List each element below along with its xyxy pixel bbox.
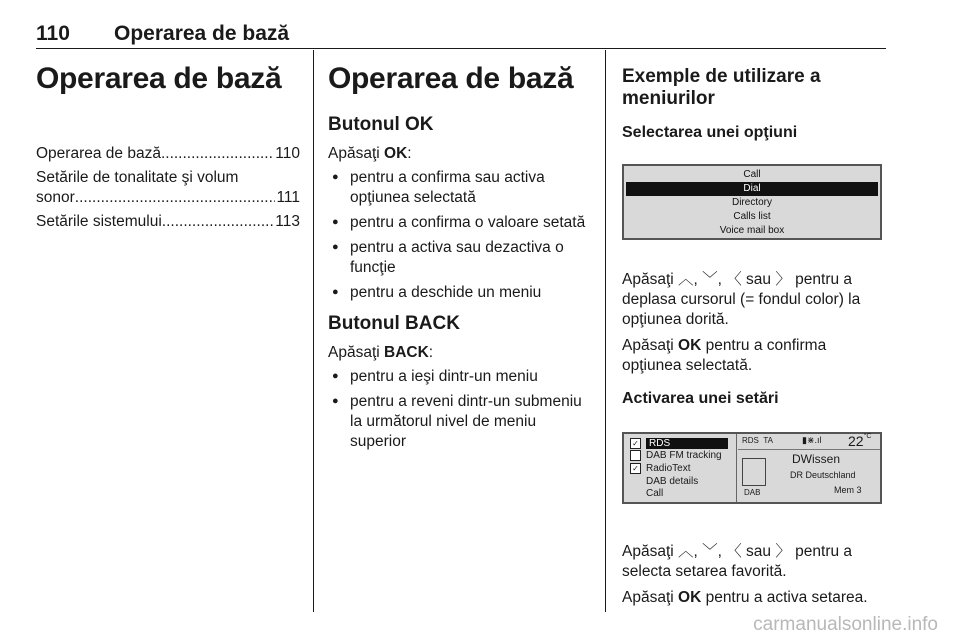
paragraph: Apăsaţi OK pentru a confirma opţiunea selectată. <box>622 337 827 374</box>
list-item: ● pentru a deschide un meniu <box>328 283 590 303</box>
column-divider <box>605 50 606 612</box>
settings-screen-image <box>622 432 882 504</box>
arrow-keys-icon: ︿, ﹀, 〈 sau 〉 <box>678 543 791 560</box>
table-of-contents <box>36 144 300 236</box>
ensemble-name: DR Deutschland <box>790 470 856 480</box>
back-bullet-list <box>328 367 590 452</box>
page-number: 110 <box>36 22 70 45</box>
menu-screen-image <box>622 164 882 240</box>
settings-item: ✓ RadioText <box>630 462 728 475</box>
toc-page: 110 <box>275 145 300 162</box>
column-divider <box>313 50 314 612</box>
header-rule <box>36 48 886 49</box>
toc-page: 111 <box>276 189 300 206</box>
station-name: DWissen <box>792 452 841 466</box>
paragraph: Apăsaţi OK pentru a activa setarea. <box>622 589 868 606</box>
ok-bullet-list <box>328 168 590 303</box>
settings-item: ✓ RDS <box>630 437 728 450</box>
select-option-heading: Selectarea unei opţiuni <box>622 124 798 141</box>
paragraph: Apăsaţi ︿, ﹀, 〈 sau 〉 pentru a deplasa cursorul (= fondul color) la opţiunea dorită. <box>622 271 861 328</box>
menu-item-selected: Dial <box>626 182 878 196</box>
arrow-keys-icon: ︿, ﹀, 〈 sau 〉 <box>678 271 791 288</box>
watermark: carmanualsonline.info <box>753 614 938 635</box>
settings-item: DAB FM tracking <box>630 450 728 463</box>
back-button-heading: Butonul BACK <box>328 313 460 334</box>
signal-icon: ▮⋇.ıl <box>802 435 822 445</box>
list-item: ● pentru a activa sau dezactiva o funcţie <box>328 238 590 278</box>
settings-item: DAB details <box>646 475 699 487</box>
settings-item: Call <box>646 488 664 500</box>
settings-list <box>624 434 737 502</box>
activate-setting-heading: Activarea unei setări <box>622 390 779 407</box>
list-item: ● pentru a confirma o valoare setată <box>328 213 590 233</box>
toc-label: Setările sistemului <box>36 213 162 230</box>
toc-label: sonor <box>36 189 75 206</box>
back-intro: Apăsaţi BACK: <box>328 344 434 361</box>
toc-entry[interactable] <box>36 144 300 164</box>
menu-item: Directory <box>731 197 772 208</box>
chapter-title: Operarea de bază <box>36 62 282 95</box>
section-title: Operarea de bază <box>328 62 574 95</box>
ok-intro: Apăsaţi OK: <box>328 145 412 162</box>
menu-item: Call <box>743 169 761 180</box>
toc-entry[interactable] <box>36 168 300 208</box>
temperature: $22^{^\circ C}$ <box>848 433 872 449</box>
section-menu-examples <box>622 66 887 608</box>
list-item: ● pentru a confirma sau activa opţiunea selectată <box>328 168 590 208</box>
menu-item: Calls list <box>733 211 771 222</box>
examples-heading: Exemple de utilizare a meniurilor <box>622 66 821 109</box>
radio-icon <box>742 458 766 486</box>
rds-indicator: RDS TA <box>742 436 773 445</box>
toc-entry[interactable] <box>36 212 300 232</box>
toc-label: Operarea de bază <box>36 145 161 162</box>
list-item: ● pentru a ieşi dintr-un meniu <box>328 367 590 387</box>
paragraph: Apăsaţi ︿, ﹀, 〈 sau 〉 pentru a selecta setarea favorită. <box>622 543 853 580</box>
checkbox-unchecked-icon <box>630 450 641 461</box>
checkbox-checked-icon: ✓ <box>630 463 641 474</box>
toc-page: 113 <box>275 213 300 230</box>
ok-button-heading: Butonul OK <box>328 114 434 135</box>
list-item: ● pentru a reveni dintr-un submeniu la următorul nivel de meniu superior <box>328 392 590 452</box>
toc-leader <box>75 188 276 208</box>
divider <box>738 449 880 450</box>
header-title: Operarea de bază <box>114 22 290 45</box>
checkbox-checked-icon: ✓ <box>630 438 641 449</box>
toc-label: Setările de tonalitate şi volum <box>36 169 239 186</box>
radio-status-panel <box>738 434 880 502</box>
dab-label: DAB <box>744 488 761 497</box>
toc-leader <box>162 212 275 232</box>
memory-slot: Mem 3 <box>834 485 862 495</box>
toc-leader <box>161 144 274 164</box>
section-basic-operation <box>328 62 590 457</box>
menu-item: Voice mail box <box>719 225 785 236</box>
